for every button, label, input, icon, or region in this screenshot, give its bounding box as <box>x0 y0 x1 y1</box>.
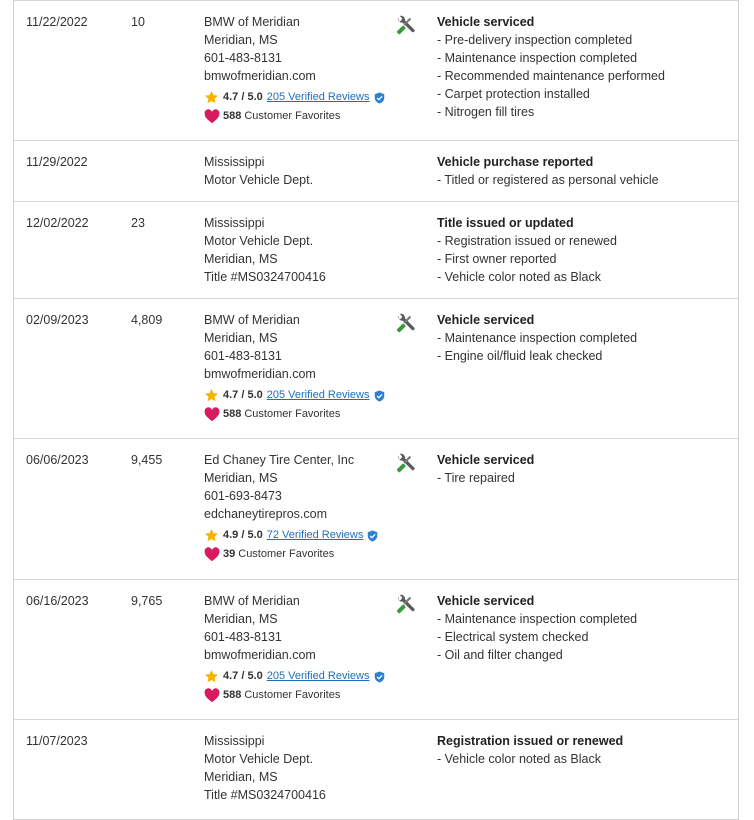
customer-favorites <box>204 407 385 422</box>
history-row <box>14 141 738 202</box>
record-details <box>437 214 617 286</box>
details-line: - Recommended maintenance performed <box>437 69 665 83</box>
heart-icon <box>204 688 220 703</box>
history-row <box>14 202 738 299</box>
details-line: - Vehicle color noted as Black <box>437 270 601 284</box>
source-line: Ed Chaney Tire Center, Inc <box>204 453 355 467</box>
dealer-rating <box>204 388 385 403</box>
source-line: Mississippi <box>204 734 265 748</box>
record-date: 02/09/2023 <box>26 313 89 327</box>
verified-reviews-link[interactable]: 72 Verified Reviews <box>266 529 364 541</box>
record-odometer: 9,765 <box>131 594 163 608</box>
star-icon <box>204 669 219 684</box>
source-line: Meridian, MS <box>204 770 278 784</box>
details-line: - Engine oil/fluid leak checked <box>437 349 603 363</box>
details-title: Vehicle serviced <box>437 313 535 327</box>
source-line: Title #MS0324700416 <box>204 788 326 802</box>
source-line: Title #MS0324700416 <box>204 270 326 284</box>
record-date: 11/29/2022 <box>26 155 88 169</box>
record-odometer: 4,809 <box>131 313 163 327</box>
source-line: 601-693-8473 <box>204 489 282 503</box>
details-line: - Oil and filter changed <box>437 648 563 662</box>
record-odometer: 9,455 <box>131 453 163 467</box>
details-line: - Maintenance inspection completed <box>437 612 638 626</box>
details-title: Vehicle purchase reported <box>437 155 594 169</box>
source-line: Motor Vehicle Dept. <box>204 234 314 248</box>
details-title: Registration issued or renewed <box>437 734 624 748</box>
rating-score: 4.7 / 5.0 <box>223 389 263 401</box>
history-table <box>13 0 739 820</box>
record-date: 11/07/2023 <box>26 734 88 748</box>
details-title: Vehicle serviced <box>437 594 535 608</box>
star-icon <box>204 388 219 403</box>
record-date: 12/02/2022 <box>26 216 89 230</box>
details-line: - Nitrogen fill tires <box>437 105 535 119</box>
source-line: BMW of Meridian <box>204 594 300 608</box>
source-line: Motor Vehicle Dept. <box>204 752 314 766</box>
verified-reviews-link[interactable]: 205 Verified Reviews <box>266 389 370 401</box>
record-details <box>437 451 534 487</box>
details-title: Vehicle serviced <box>437 15 535 29</box>
record-source <box>204 153 313 189</box>
favorites-label: Customer Favorites <box>244 408 341 420</box>
dealer-rating <box>204 528 378 543</box>
favorites-label: Customer Favorites <box>244 110 341 122</box>
record-details <box>437 311 637 365</box>
details-title: Title issued or updated <box>437 216 574 230</box>
source-line: BMW of Meridian <box>204 313 300 327</box>
heart-icon <box>204 407 220 422</box>
record-date: 06/06/2023 <box>26 453 89 467</box>
source-line: 601-483-8131 <box>204 630 282 644</box>
record-details <box>437 592 637 664</box>
customer-favorites <box>204 109 385 124</box>
history-row <box>14 1 738 141</box>
history-row <box>14 299 738 439</box>
record-odometer: 10 <box>131 15 145 29</box>
favorites-count: 588 <box>223 408 242 420</box>
record-source <box>204 311 385 422</box>
source-line: 601-483-8131 <box>204 51 282 65</box>
service-tools-icon <box>395 15 417 37</box>
details-line: - Pre-delivery inspection completed <box>437 33 633 47</box>
details-line: - Maintenance inspection completed <box>437 331 638 345</box>
record-source <box>204 451 378 562</box>
favorites-count: 39 <box>223 548 236 560</box>
heart-icon <box>204 547 220 562</box>
record-date: 11/22/2022 <box>26 15 88 29</box>
rating-score: 4.7 / 5.0 <box>223 91 263 103</box>
source-line: Mississippi <box>204 155 265 169</box>
record-source <box>204 592 385 703</box>
service-tools-icon <box>395 453 417 475</box>
details-line: - Vehicle color noted as Black <box>437 752 601 766</box>
star-icon <box>204 90 219 105</box>
record-details <box>437 732 623 768</box>
favorites-count: 588 <box>223 110 242 122</box>
record-details <box>437 13 665 121</box>
verified-reviews-link[interactable]: 205 Verified Reviews <box>266 91 370 103</box>
source-line: bmwofmeridian.com <box>204 367 316 381</box>
customer-favorites <box>204 688 385 703</box>
dealer-rating <box>204 669 385 684</box>
rating-score: 4.9 / 5.0 <box>223 529 263 541</box>
details-line: - Carpet protection installed <box>437 87 590 101</box>
verified-shield-icon <box>367 530 378 542</box>
source-line: Meridian, MS <box>204 252 278 266</box>
source-line: BMW of Meridian <box>204 15 300 29</box>
record-source <box>204 732 326 804</box>
star-icon <box>204 528 219 543</box>
favorites-count: 588 <box>223 689 242 701</box>
verified-shield-icon <box>374 671 385 683</box>
service-tools-icon <box>395 594 417 616</box>
service-tools-icon <box>395 313 417 335</box>
record-date: 06/16/2023 <box>26 594 89 608</box>
source-line: Meridian, MS <box>204 331 278 345</box>
details-line: - Maintenance inspection completed <box>437 51 638 65</box>
dealer-rating <box>204 90 385 105</box>
source-line: edchaneytirepros.com <box>204 507 327 521</box>
details-line: - Electrical system checked <box>437 630 589 644</box>
source-line: Meridian, MS <box>204 612 278 626</box>
rating-score: 4.7 / 5.0 <box>223 670 263 682</box>
details-line: - First owner reported <box>437 252 557 266</box>
source-line: Motor Vehicle Dept. <box>204 173 314 187</box>
source-line: 601-483-8131 <box>204 349 282 363</box>
source-line: Meridian, MS <box>204 33 278 47</box>
heart-icon <box>204 109 220 124</box>
verified-shield-icon <box>374 92 385 104</box>
favorites-label: Customer Favorites <box>244 689 341 701</box>
details-line: - Titled or registered as personal vehicle <box>437 173 659 187</box>
details-line: - Registration issued or renewed <box>437 234 617 248</box>
source-line: bmwofmeridian.com <box>204 648 316 662</box>
details-title: Vehicle serviced <box>437 453 535 467</box>
source-line: Meridian, MS <box>204 471 278 485</box>
history-row <box>14 720 738 820</box>
source-line: bmwofmeridian.com <box>204 69 316 83</box>
favorites-label: Customer Favorites <box>238 548 335 560</box>
verified-shield-icon <box>374 390 385 402</box>
source-line: Mississippi <box>204 216 265 230</box>
details-line: - Tire repaired <box>437 471 515 485</box>
record-source <box>204 214 326 286</box>
record-odometer: 23 <box>131 216 145 230</box>
record-details <box>437 153 659 189</box>
customer-favorites <box>204 547 378 562</box>
verified-reviews-link[interactable]: 205 Verified Reviews <box>266 670 370 682</box>
record-source <box>204 13 385 124</box>
history-row <box>14 580 738 720</box>
history-row <box>14 439 738 580</box>
